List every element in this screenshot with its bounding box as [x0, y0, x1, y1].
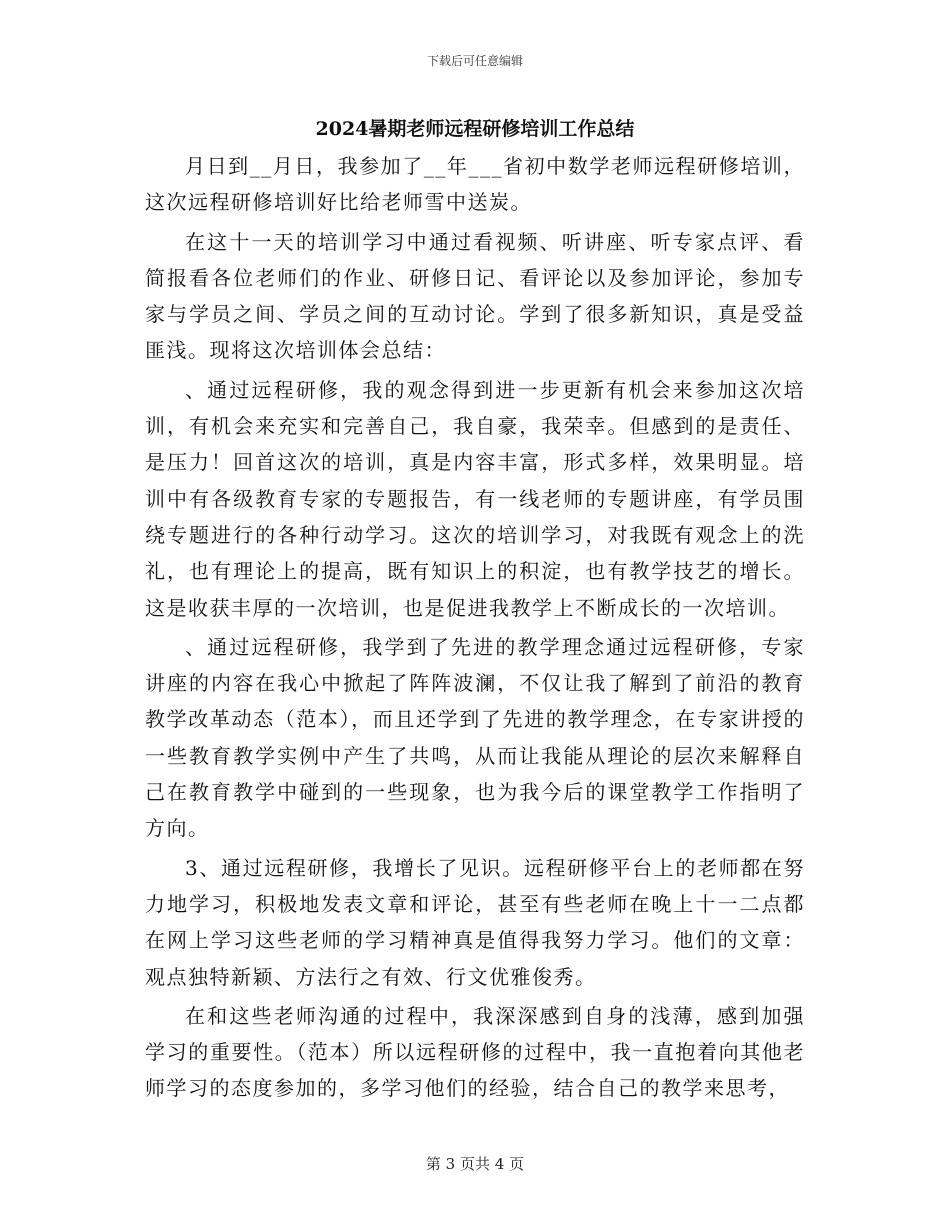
paragraph-3: 、通过远程研修，我的观念得到进一步更新有机会来参加这次培训，有机会来充实和完善自己，我自豪，我荣幸。但感到的是责任、是压力！回首这次的培训，真是内容丰富，形式多样，效果明显。培训中有各级教育专家的专题报告，有一线老师的专题讲座，有学员围绕专题进行的各种行动学习。这次的培训学习，对我既有观念上的洗礼，也有理论上的提高，既有知识上的积淀，也有教学技艺的增长。这是收获丰厚的一次培训，也是促进我教学上不断成长的一次培训。: [145, 377, 805, 620]
paragraph-1: 月日到__月日，我参加了__年___省初中数学老师远程研修培训，这次远程研修培训好比给老师雪中送炭。: [145, 154, 805, 215]
paragraph-4: 、通过远程研修，我学到了先进的教学理念通过远程研修，专家讲座的内容在我心中掀起了阵阵波澜，不仅让我了解到了前沿的教育教学改革动态（范本），而且还学到了先进的教学理念，在专家讲授的一些教育教学实例中产生了共鸣，从而让我能从理论的层次来解释自己在教育教学中碰到的一些现象，也为我今后的课堂教学工作指明了方向。: [145, 634, 805, 841]
page-number-footer: 第 3 页共 4 页: [425, 1155, 525, 1173]
document-title: 2024暑期老师远程研修培训工作总结: [315, 118, 635, 140]
paragraph-5: 3、通过远程研修，我增长了见识。远程研修平台上的老师都在努力地学习，积极地发表文章和评论，甚至有些老师在晚上十一二点都在网上学习这些老师的学习精神真是值得我努力学习。他们的文章：观点独特新颖、方法行之有效、行文优雅俊秀。: [145, 855, 805, 989]
header-note: 下载后可任意编辑: [426, 54, 523, 68]
paragraph-6: 在和这些老师沟通的过程中，我深深感到自身的浅薄，感到加强学习的重要性。（范本）所以远程研修的过程中，我一直抱着向其他老师学习的态度参加的，多学习他们的经验，结合自己的教学来思考，: [145, 1003, 805, 1101]
document-body: [145, 148, 805, 1110]
paragraph-2: 在这十一天的培训学习中通过看视频、听讲座、听专家点评、看简报看各位老师们的作业、研修日记、看评论以及参加评论，参加专家与学员之间、学员之间的互动讨论。学到了很多新知识，真是受益匪浅。现将这次培训体会总结：: [145, 229, 805, 363]
